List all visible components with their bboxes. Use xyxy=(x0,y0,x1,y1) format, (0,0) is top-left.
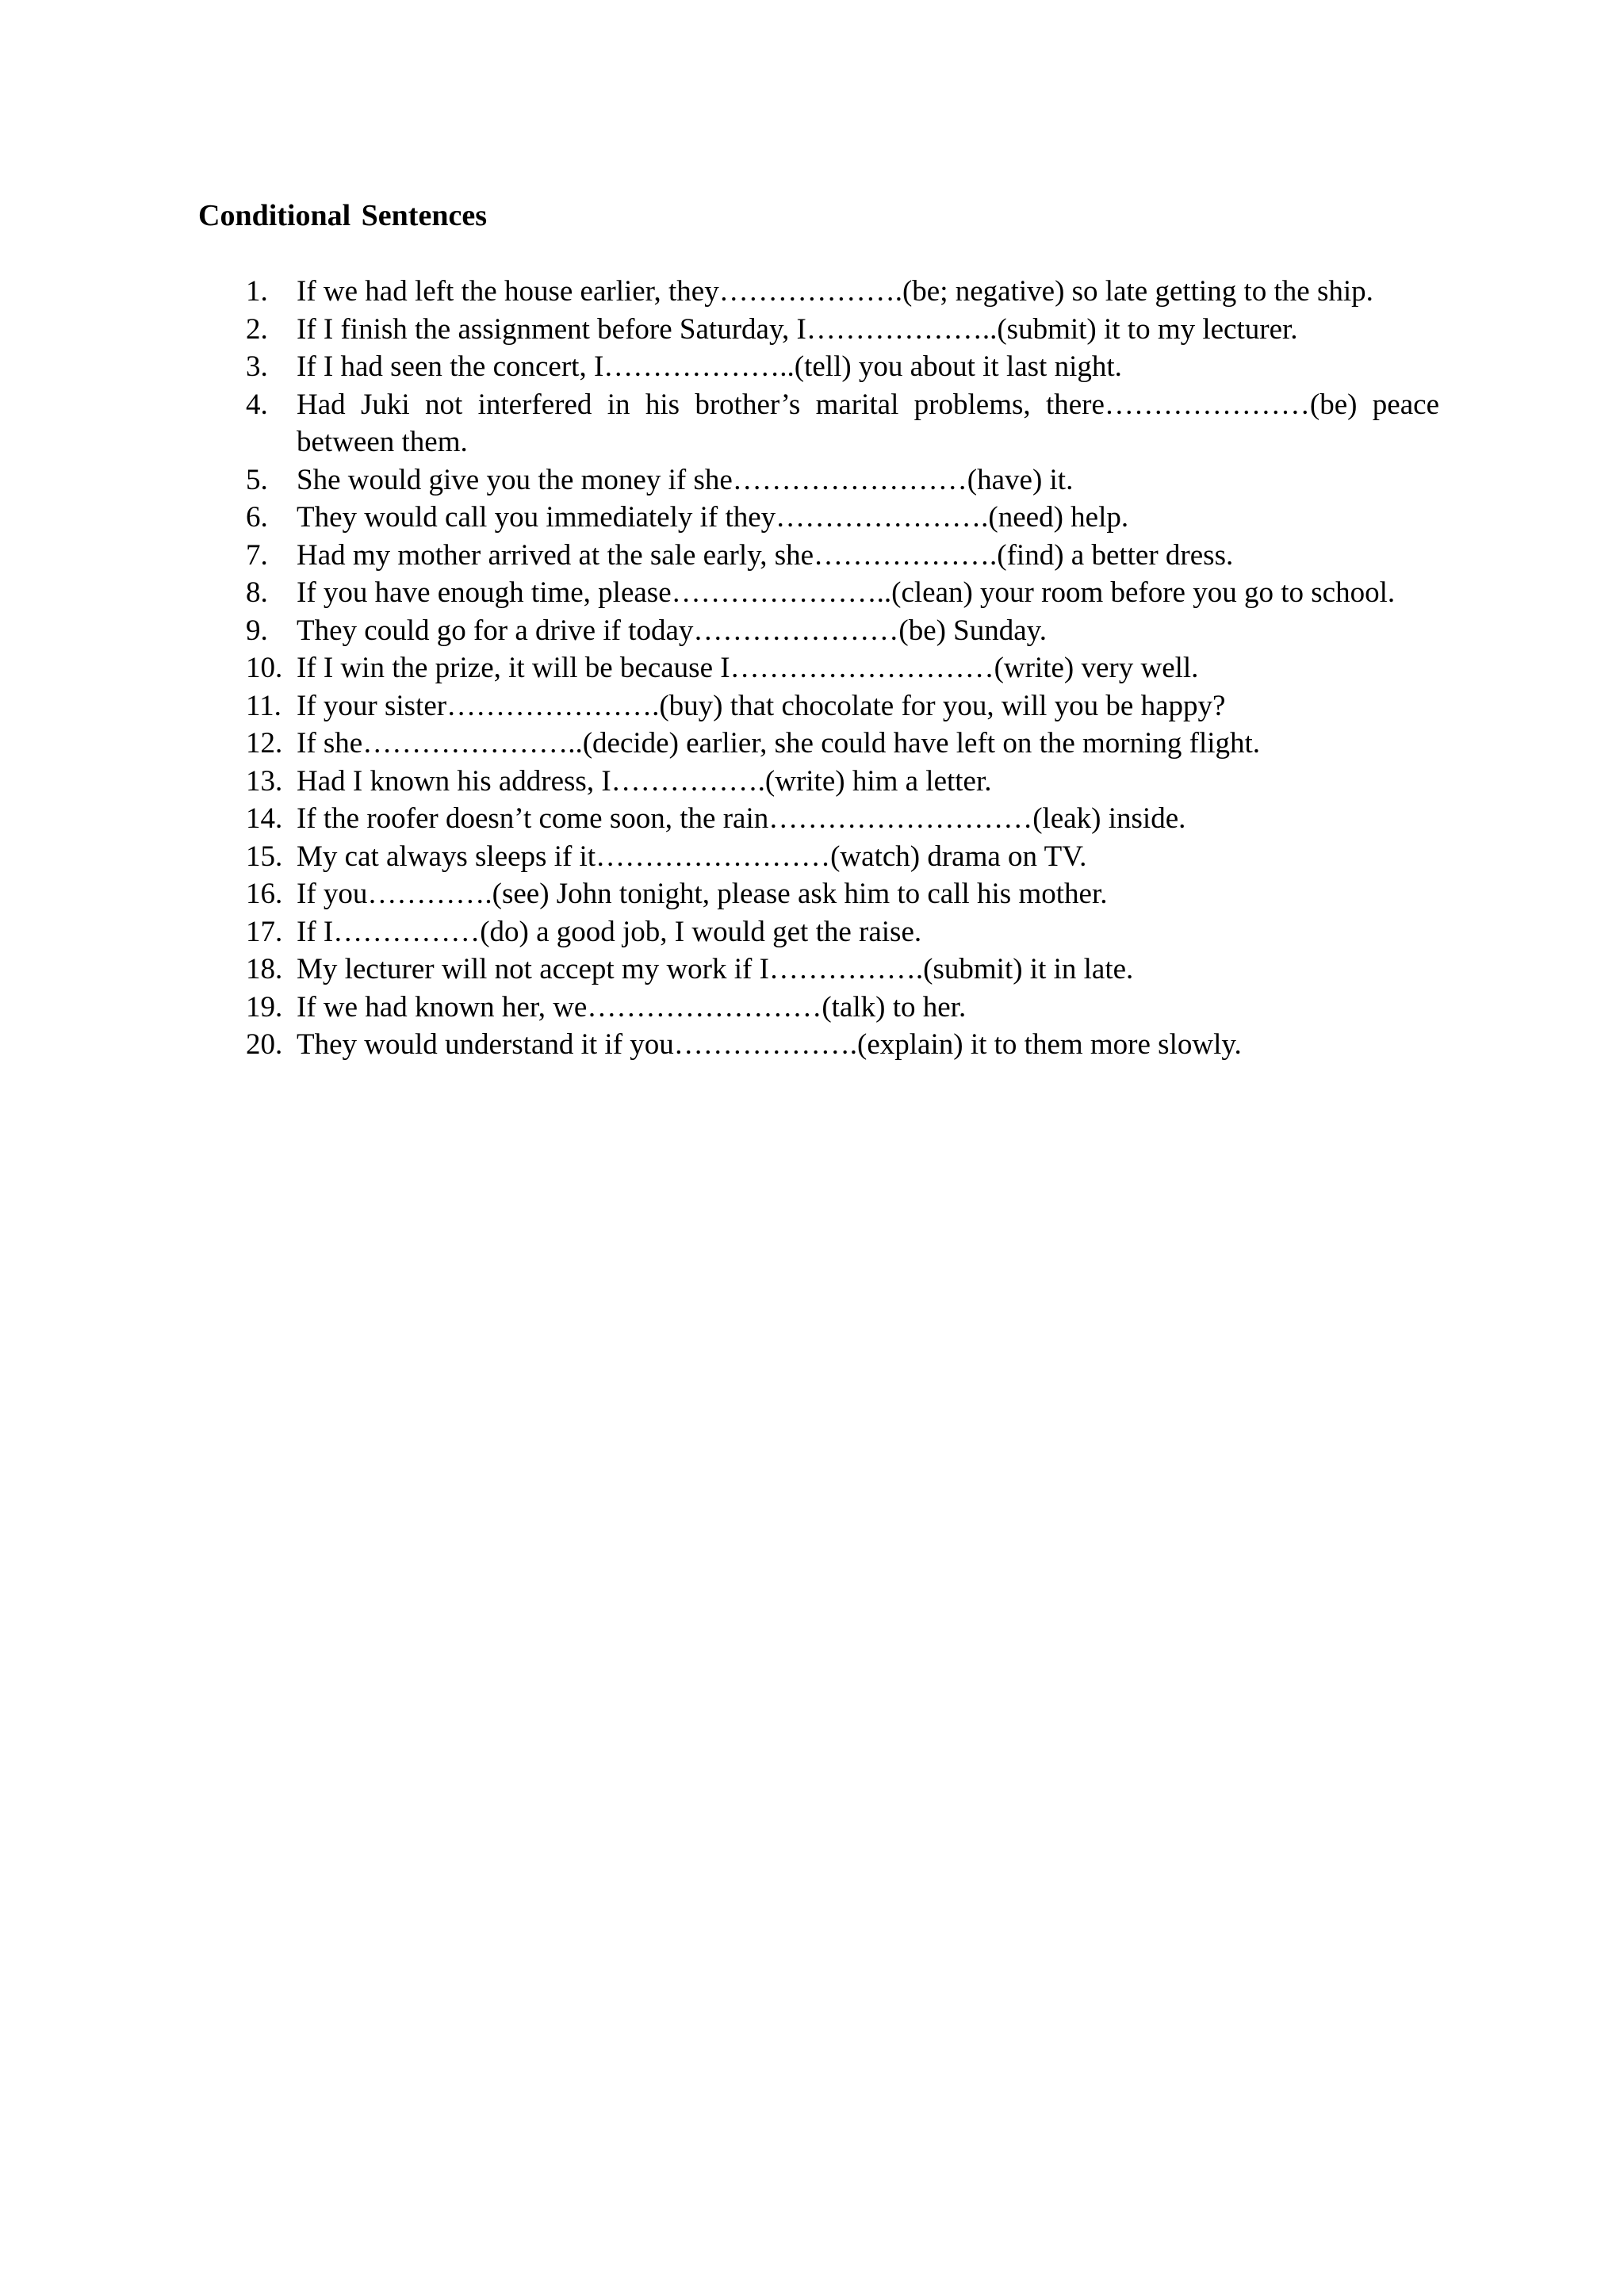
exercise-item xyxy=(246,311,1439,349)
item-text: They would call you immediately if they………………….(need) help. xyxy=(297,501,1129,534)
document-title: Conditional Sentences xyxy=(198,199,487,232)
item-text: Had my mother arrived at the sale early, she……………….(find) a better dress. xyxy=(297,538,1234,572)
item-text: If I finish the assignment before Saturday, I………………..(submit) it to my lecturer. xyxy=(297,312,1298,346)
item-text: She would give you the money if she……………………(have) it. xyxy=(297,463,1074,496)
item-number: 14. xyxy=(246,802,283,835)
item-number: 3. xyxy=(246,350,268,383)
item-text: If the roofer doesn’t come soon, the rain………………………(leak) inside. xyxy=(297,802,1186,835)
item-text: If she…………………..(decide) earlier, she could have left on the morning flight. xyxy=(297,727,1261,760)
exercise-item xyxy=(246,989,1439,1027)
item-number: 20. xyxy=(246,1028,283,1061)
item-text: They could go for a drive if today…………………(be) Sunday. xyxy=(297,614,1048,647)
exercise-item xyxy=(246,499,1439,537)
item-text: If you………….(see) John tonight, please ask him to call his mother. xyxy=(297,878,1108,910)
exercise-item xyxy=(246,687,1439,725)
exercise-item xyxy=(246,951,1439,989)
item-number: 9. xyxy=(246,614,268,647)
item-number: 12. xyxy=(246,727,283,760)
item-text: Had Juki not interfered in his brother’s marital problems, there…………………(be) peace between them. xyxy=(297,388,1439,458)
item-text: If I win the prize, it will be because I………………………(write) very well. xyxy=(297,652,1199,684)
item-text: My cat always sleeps if it……………………(watch) drama on TV. xyxy=(297,840,1087,873)
item-number: 8. xyxy=(246,576,268,609)
item-number: 1. xyxy=(246,275,268,308)
item-number: 4. xyxy=(246,388,268,421)
item-number: 6. xyxy=(246,501,268,534)
item-number: 18. xyxy=(246,953,283,985)
item-text: They would understand it if you……………….(explain) it to them more slowly. xyxy=(297,1028,1242,1061)
item-number: 5. xyxy=(246,463,268,496)
exercise-item xyxy=(246,348,1439,386)
item-number: 7. xyxy=(246,538,268,572)
item-text: My lecturer will not accept my work if I…………….(submit) it in late. xyxy=(297,953,1134,985)
exercise-item xyxy=(246,649,1439,687)
item-text: If we had left the house earlier, they……………….(be; negative) so late getting to the ship. xyxy=(297,275,1373,308)
item-number: 17. xyxy=(246,915,283,948)
exercise-list xyxy=(246,273,1439,1064)
exercise-item xyxy=(246,461,1439,499)
item-text: If your sister………………….(buy) that chocolate for you, will you be happy? xyxy=(297,689,1226,722)
exercise-item xyxy=(246,1026,1439,1064)
exercise-item xyxy=(246,875,1439,913)
exercise-item xyxy=(246,913,1439,951)
exercise-item xyxy=(246,386,1439,461)
exercise-item xyxy=(246,537,1439,575)
item-text: If you have enough time, please…………………..(clean) your room before you go to school. xyxy=(297,576,1396,609)
item-number: 13. xyxy=(246,764,283,798)
item-text: If we had known her, we……………………(talk) to her. xyxy=(297,990,967,1024)
item-number: 11. xyxy=(246,689,282,722)
item-text: If I had seen the concert, I………………..(tell) you about it last night. xyxy=(297,350,1122,383)
item-text: If I……………(do) a good job, I would get the raise. xyxy=(297,915,922,948)
exercise-item xyxy=(246,763,1439,801)
item-number: 10. xyxy=(246,652,283,684)
item-text: Had I known his address, I…………….(write) him a letter. xyxy=(297,764,992,798)
exercise-item xyxy=(246,725,1439,763)
item-number: 15. xyxy=(246,840,283,873)
item-number: 2. xyxy=(246,312,268,346)
exercise-item xyxy=(246,273,1439,311)
item-number: 19. xyxy=(246,990,283,1024)
exercise-item xyxy=(246,838,1439,876)
item-number: 16. xyxy=(246,878,283,910)
exercise-item xyxy=(246,574,1439,612)
exercise-item xyxy=(246,800,1439,838)
exercise-item xyxy=(246,612,1439,650)
